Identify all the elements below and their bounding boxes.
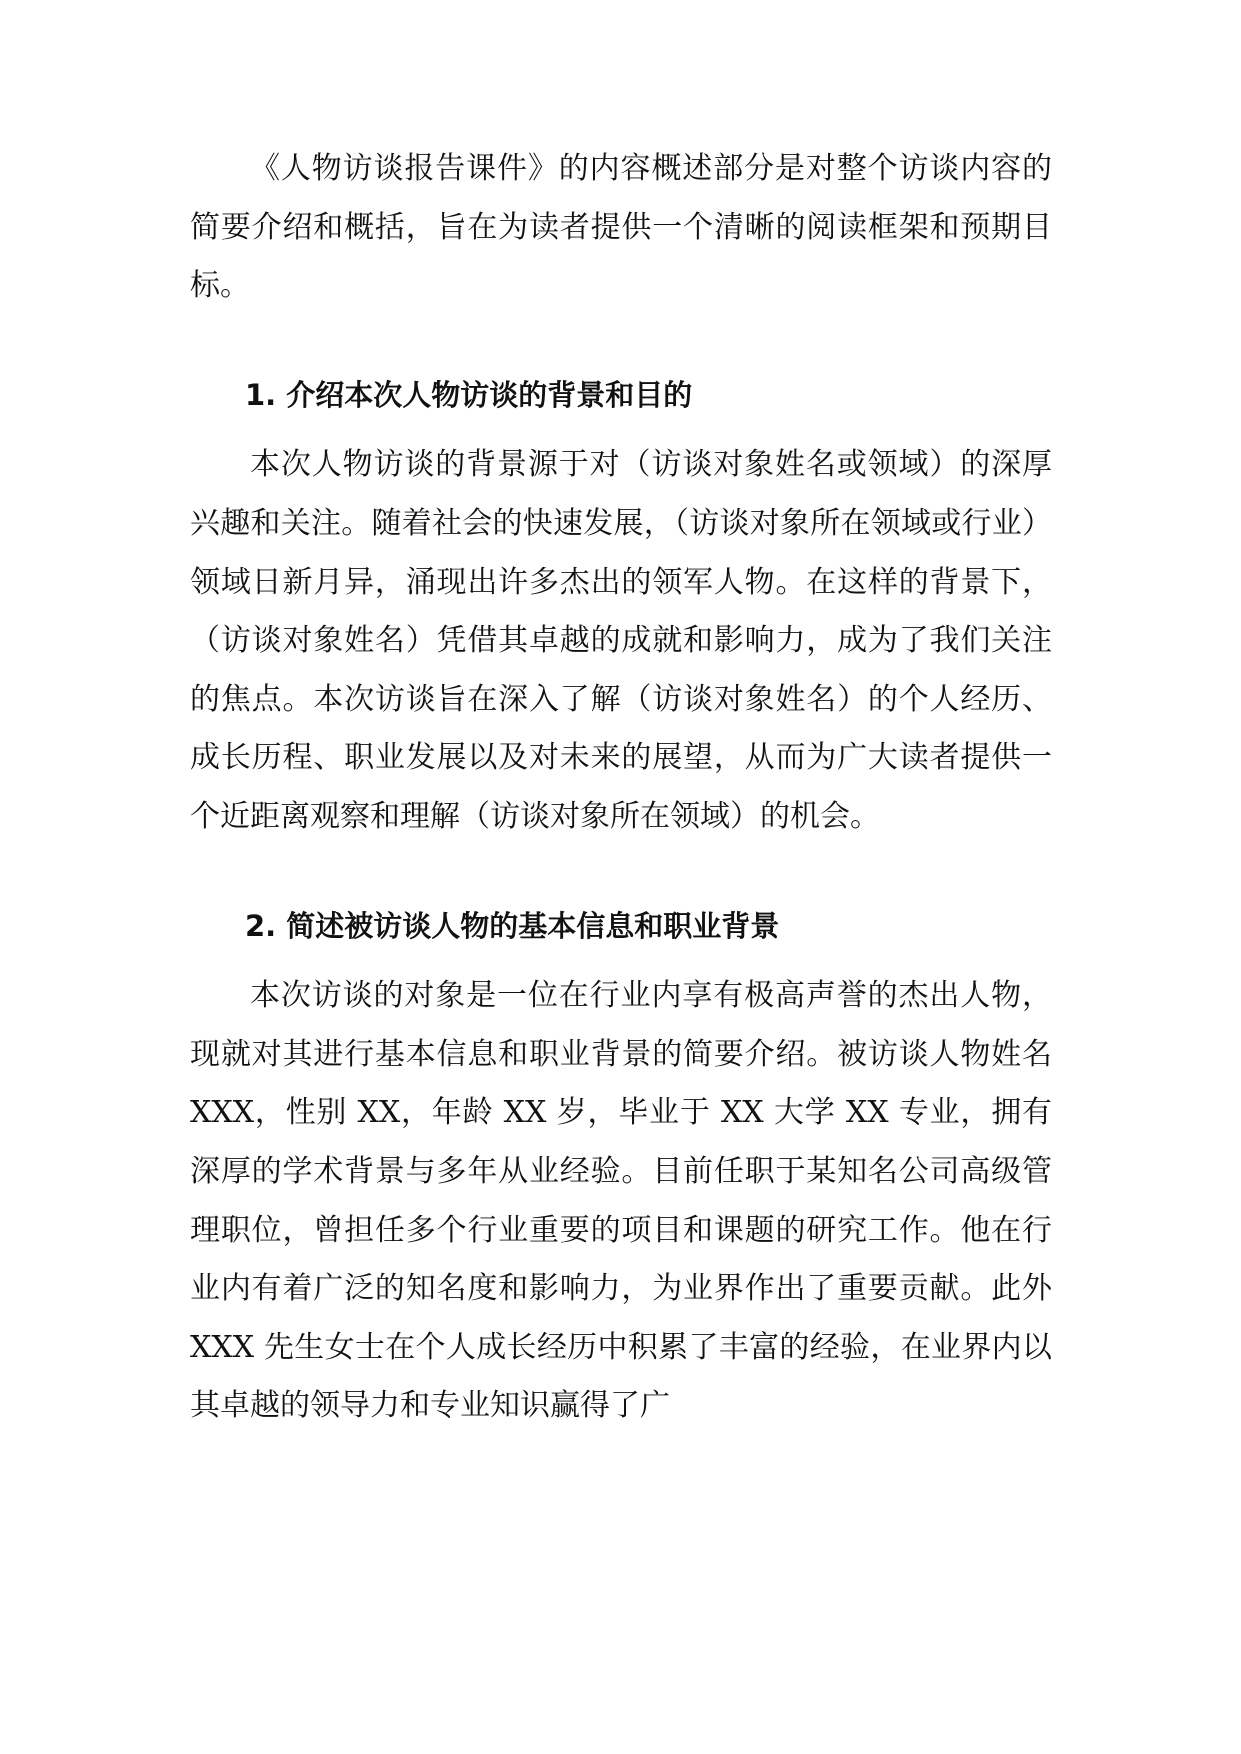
section-2-paragraph: 本次访谈的对象是一位在行业内享有极高声誉的杰出人物，现就对其进行基本信息和职业背景的简要介绍。被访谈人物姓名 XXX，性别 XX，年龄 XX 岁，毕业于 XX 大学 XX 专业，拥有深厚的学术背景与多年从业经验。目前任职于某知名公司高级管理职位，曾担任多个行业重要的项目和课题的研究工作。他在行业内有着广泛的知名度和影响力，为业界作出了重要贡献。此外 XXX 先生女士在个人成长经历中积累了丰富的经验，在业界内以其卓越的领导力和专业知识赢得了广 <box>190 978 1052 1424</box>
section-1-heading: 1. 介绍本次人物访谈的背景和目的 <box>245 377 693 412</box>
section-2-heading: 2. 简述被访谈人物的基本信息和职业背景 <box>245 908 780 943</box>
document-body <box>190 140 1052 1436</box>
intro-paragraph: 《人物访谈报告课件》的内容概述部分是对整个访谈内容的简要介绍和概括，旨在为读者提供一个清晰的阅读框架和预期目标。 <box>190 151 1052 304</box>
section-1-paragraph: 本次人物访谈的背景源于对（访谈对象姓名或领域）的深厚兴趣和关注。随着社会的快速发展，（访谈对象所在领域或行业）领域日新月异，涌现出许多杰出的领军人物。在这样的背景下，（访谈对象姓名）凭借其卓越的成就和影响力，成为了我们关注的焦点。本次访谈旨在深入了解（访谈对象姓名）的个人经历、成长历程、职业发展以及对未来的展望，从而为广大读者提供一个近距离观察和理解（访谈对象所在领域）的机会。 <box>190 447 1052 834</box>
